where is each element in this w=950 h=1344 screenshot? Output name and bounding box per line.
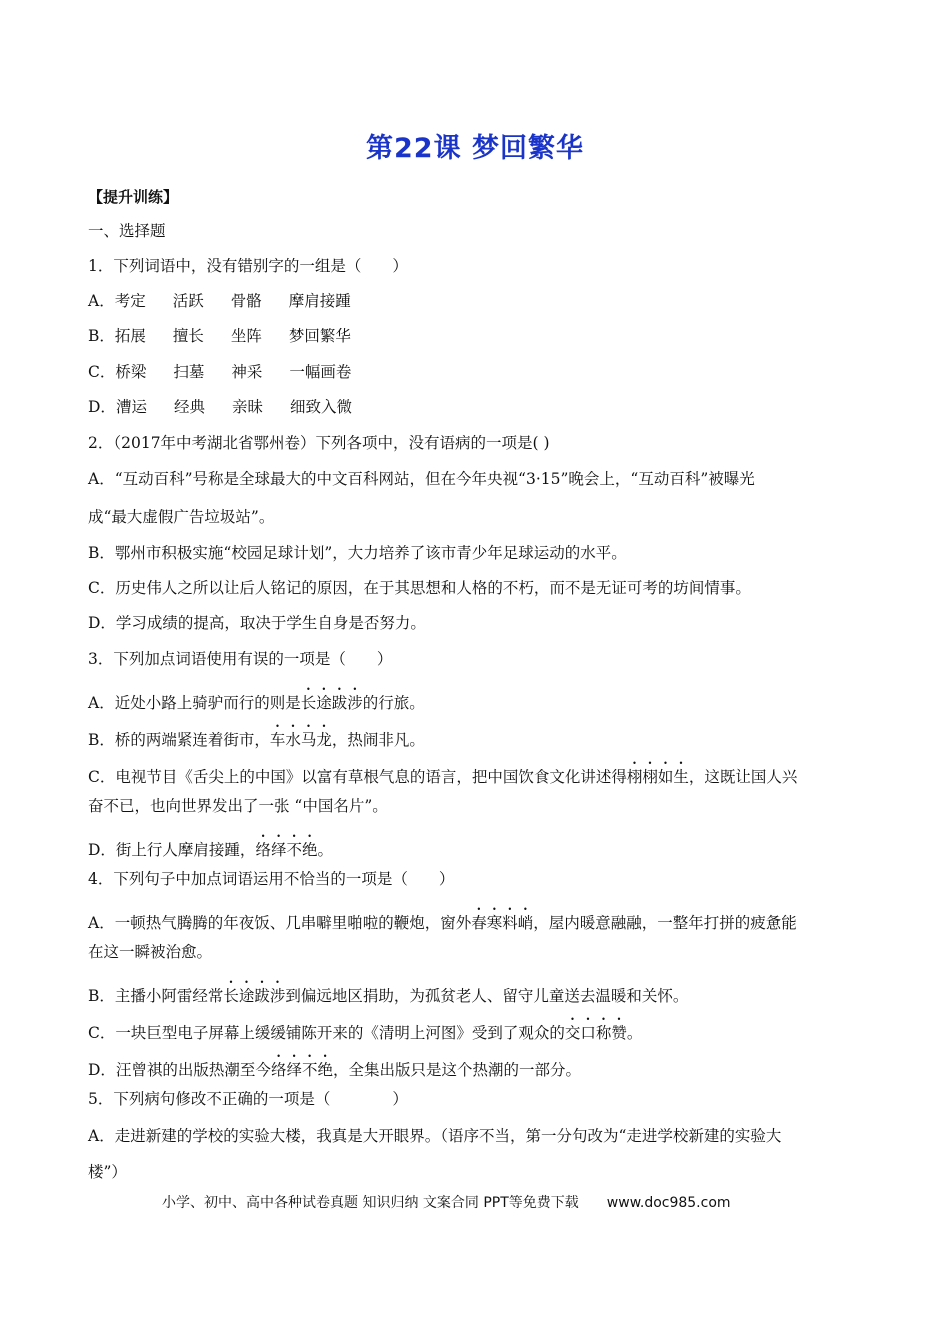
option-text: A．近处小路上骑驴而行的则是 [88, 694, 301, 712]
option-word: 一幅画卷 [289, 363, 352, 381]
q2-stem: 2．（2017年中考湖北省鄂州卷）下列各项中，没有语病的一项是( ) [88, 434, 550, 452]
option-word: 擅长 [172, 327, 204, 345]
option-word: 亲昧 [231, 398, 263, 416]
q4-option-a-cont: 在这一瞬被治愈。 [88, 943, 213, 961]
dotted-phrase: 栩栩如生 [626, 768, 689, 786]
option-text: D．汪曾祺的出版热潮至今 [88, 1061, 271, 1079]
option-label: C． [88, 363, 116, 381]
q4-option-a [88, 905, 797, 933]
q3-option-d [88, 832, 333, 860]
q3-stem: 3．下列加点词语使用有误的一项是（ ） [88, 650, 393, 668]
q4-option-c [88, 1015, 642, 1043]
option-text: A．一顿热气腾腾的年夜饭、几串噼里啪啦的鞭炮，窗外 [88, 914, 472, 932]
q5-option-a-cont: 楼”） [88, 1163, 127, 1181]
footer-url[interactable]: www.doc985.com [606, 1195, 731, 1211]
q1-option-b [88, 326, 351, 346]
option-word: 细致入微 [289, 398, 352, 416]
option-word: 漕运 [115, 398, 147, 416]
q1-option-c [88, 362, 351, 382]
q3-option-c-cont: 奋不已，也向世界发出了一张 “中国名片”。 [88, 797, 388, 815]
option-text: 。 [626, 1024, 643, 1042]
option-text: C．一块巨型电子屏幕上缓缓铺陈开来的《清明上河图》受到了观众的 [88, 1024, 565, 1042]
dotted-phrase: 络绎不绝 [255, 841, 318, 859]
q2-option-c: C．历史伟人之所以让后人铭记的原因，在于其思想和人格的不朽，而不是无证可考的坊间情事。 [88, 579, 751, 597]
option-word: 摩肩接踵 [288, 292, 351, 310]
option-text: 的行旅。 [362, 694, 425, 712]
option-label: A． [88, 292, 115, 310]
dotted-phrase: 春寒料峭 [471, 914, 534, 932]
option-word: 活跃 [172, 292, 204, 310]
q2-option-d: D．学习成绩的提高，取决于学生自身是否努力。 [88, 614, 426, 632]
q4-option-d [88, 1052, 581, 1080]
q2-option-a-cont: 成“最大虚假广告垃圾站”。 [88, 508, 275, 526]
q3-option-a [88, 685, 425, 713]
option-word: 考定 [114, 292, 146, 310]
option-text: B．桥的两端紧连着街市， [88, 731, 270, 749]
option-word: 骨骼 [230, 292, 262, 310]
section-heading: 【提升训练】 [88, 188, 179, 206]
q2-option-b: B．鄂州市积极实施“校园足球计划”，大力培养了该市青少年足球运动的水平。 [88, 544, 627, 562]
dotted-phrase: 车水马龙 [269, 731, 332, 749]
part-heading: 一、选择题 [88, 222, 166, 240]
q1-stem: 1．下列词语中，没有错别字的一组是（ ） [88, 257, 408, 275]
option-word: 桥梁 [115, 363, 147, 381]
dotted-phrase: 络绎不绝 [270, 1061, 333, 1079]
option-word: 拓展 [114, 327, 146, 345]
dotted-phrase: 长途跋涉 [300, 694, 363, 712]
q5-stem: 5．下列病句修改不正确的一项是（ ） [88, 1090, 408, 1108]
q1-option-a [88, 291, 351, 311]
q3-option-b [88, 722, 425, 750]
option-word: 神采 [231, 363, 263, 381]
option-text: C．电视节目《舌尖上的中国》以富有草根气息的语言，把中国饮食文化讲述得 [88, 768, 627, 786]
q3-option-c [88, 759, 797, 787]
option-text: D．街上行人摩肩接踵， [88, 841, 256, 859]
option-text: 。 [317, 841, 333, 859]
option-text: ，热闹非凡。 [331, 731, 425, 749]
q5-option-a: A．走进新建的学校的实验大楼，我真是大开眼界。（语序不当，第一分句改为“走进学校新建的实验大 [88, 1127, 782, 1145]
dotted-phrase: 交口称赞 [564, 1024, 627, 1042]
q1-option-d [88, 397, 352, 417]
footer [162, 1192, 731, 1212]
option-label: B． [88, 327, 115, 345]
dotted-phrase: 长途跋涉 [223, 987, 286, 1005]
option-word: 扫墓 [173, 363, 205, 381]
option-word: 坐阵 [230, 327, 262, 345]
option-text: ，屋内暖意融融，一整年打拼的疲惫能 [533, 914, 797, 932]
q2-option-a: A．“互动百科”号称是全球最大的中文百科网站，但在今年央视“3·15”晚会上，“互动百科”被曝光 [88, 470, 755, 488]
option-word: 经典 [173, 398, 205, 416]
option-label: D． [88, 398, 116, 416]
option-text: ，这既让国人兴 [688, 768, 798, 786]
q4-option-b [88, 978, 688, 1006]
option-text: 到偏远地区捐助，为孤贫老人、留守儿童送去温暖和关怀。 [285, 987, 689, 1005]
option-text: ，全集出版只是这个热潮的一部分。 [332, 1061, 581, 1079]
page-title: 第22课 梦回繁华 [366, 133, 584, 164]
option-text: B．主播小阿雷经常 [88, 987, 224, 1005]
footer-text: 小学、初中、高中各种试卷真题 知识归纳 文案合同 PPT等免费下载 [162, 1195, 579, 1211]
option-word: 梦回繁华 [288, 327, 351, 345]
q4-stem: 4．下列句子中加点词语运用不恰当的一项是（ ） [88, 870, 455, 888]
